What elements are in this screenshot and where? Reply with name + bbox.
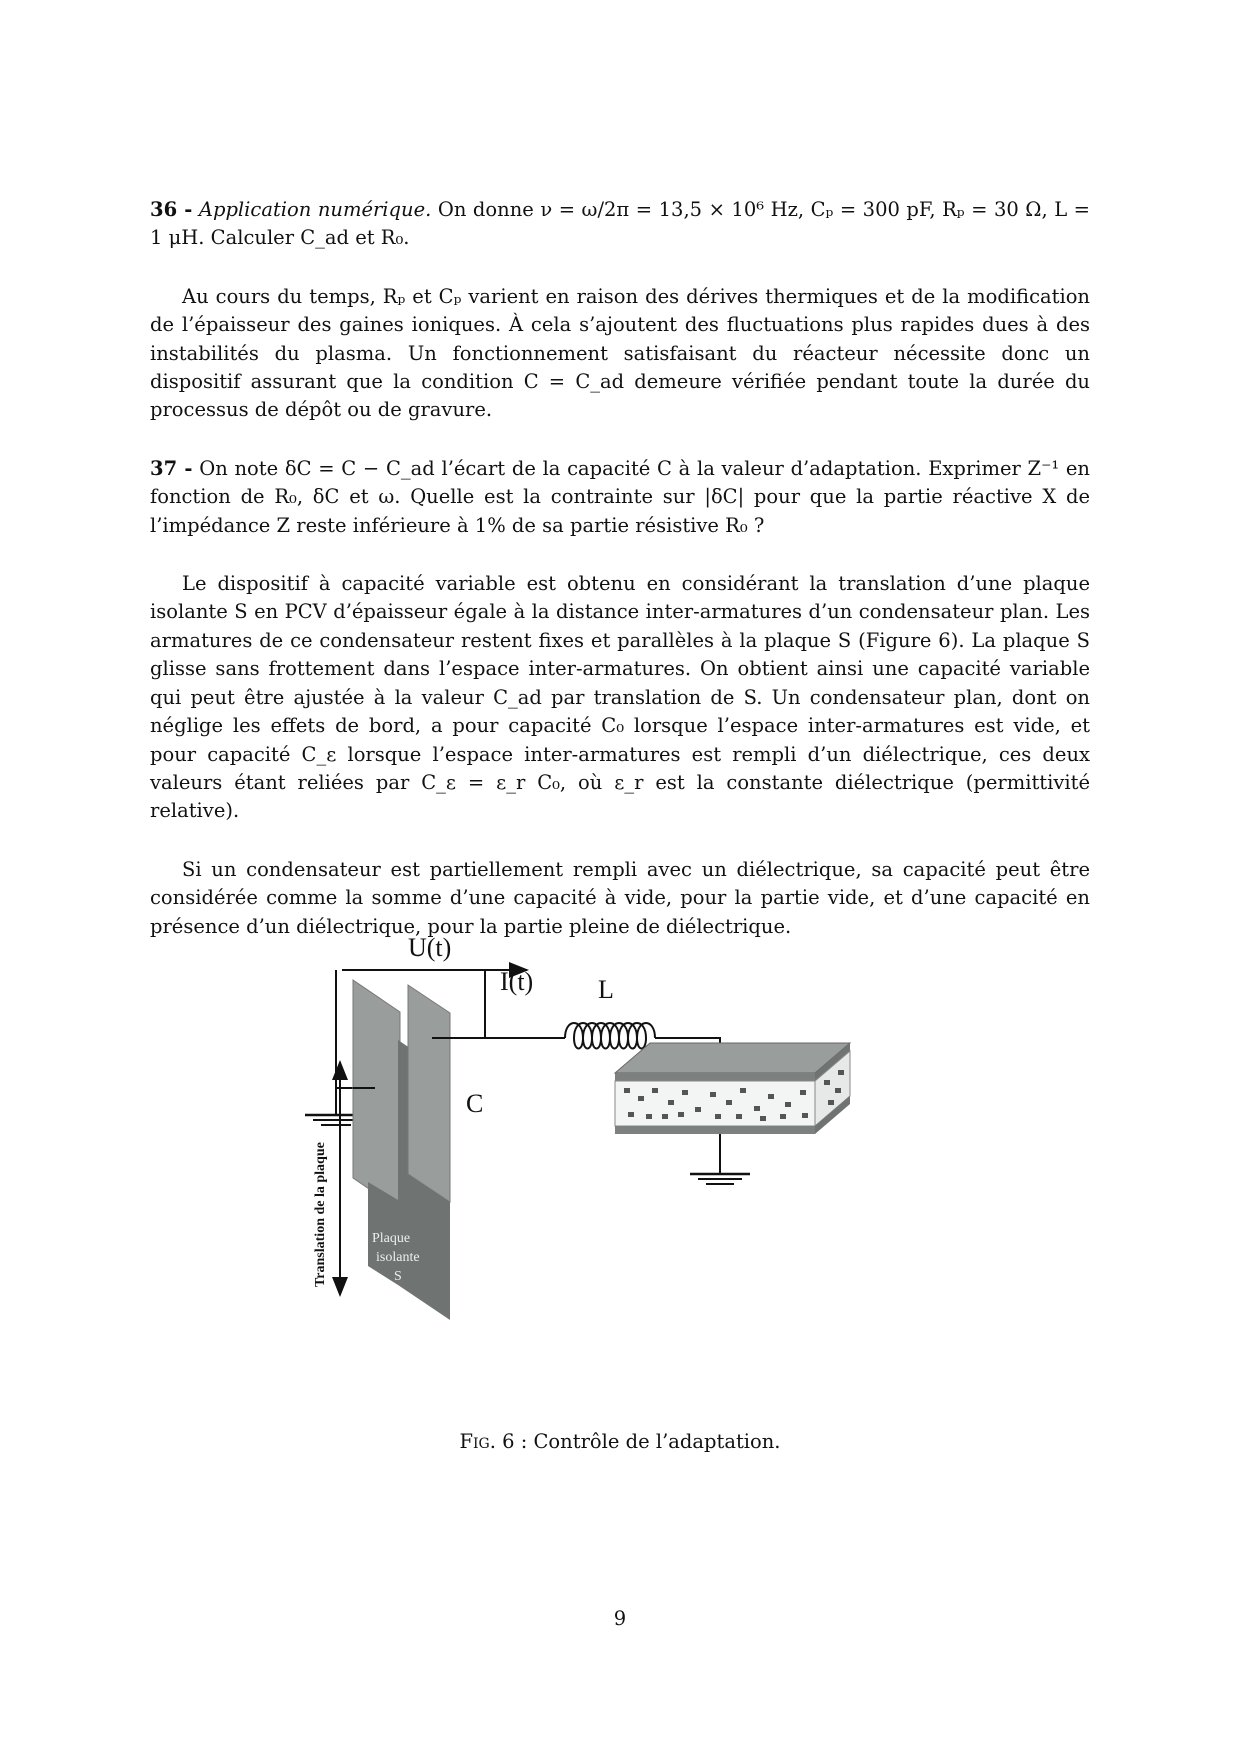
label-u: U(t) [408, 933, 452, 962]
plate-label-line1: Plaque [372, 1231, 411, 1246]
label-l: L [598, 975, 614, 1004]
page-number: 9 [613, 1607, 627, 1630]
question-number: 37 - [150, 456, 193, 480]
circuit-diagram [290, 930, 970, 1400]
ground-symbol-right [690, 1134, 750, 1184]
question-number: 36 - [150, 198, 193, 221]
caption-text: : Contrôle de l’adaptation. [514, 1430, 781, 1453]
capacitor-plate-front [408, 985, 450, 1202]
question-lead: Application numérique. [198, 198, 432, 221]
label-i: I(t) [500, 967, 534, 996]
inductor-coil [565, 1023, 655, 1049]
plate-label-line3: S [394, 1269, 402, 1284]
label-translation: Translation de la plaque [313, 1142, 328, 1287]
plasma-reactor [615, 1043, 850, 1134]
question-text: On note δC = C − C_ad l’écart de la capacité C à la valeur d’adaptation. Exprimer Z⁻¹ en fonction de R₀, δC et ω. Quelle est la contrainte sur |δC| pour que la partie réactive X de l’impédance Z reste inférieure à 1% de sa partie résistive R₀ ? [150, 456, 1090, 537]
paragraph-variable-capacitor: Le dispositif à capacité variable est obtenu en considérant la translation d’une plaque isolante S en PCV d’épaisseur égale à la distance inter-armatures d’un condensateur plan. Les armatures de ce condensateur restent fixes et parallèles à la plaque S (Figure 6). La plaque S glisse sans frottement dans l’espace inter-armatures. On obtient ainsi une capacité variable qui peut être ajustée à la valeur C_ad par translation de S. Un condensateur plan, dont on néglige les effets de bord, a pour capacité C₀ lorsque l’espace inter-armatures est vide, et pour capacité C_ε lorsque l’espace inter-armatures est rempli d’un diélectrique, ces deux valeurs étant reliées par C_ε = ε_r C₀, où ε_r est la constante diélectrique (permittivité relative). [150, 572, 1090, 823]
question-text: On donne ν = ω/2π = 13,5 × 10⁶ Hz, Cₚ = 300 pF, Rₚ = 30 Ω, L = 1 μH. Calculer C_ad et R₀. [150, 198, 1091, 250]
plate-label-line2: isolante [376, 1250, 420, 1265]
document-body [150, 196, 1090, 941]
figure-caption [0, 1430, 1240, 1453]
capacitor-plate-back [353, 980, 400, 1210]
figure-6 [290, 930, 970, 1400]
paragraph-partial-dielectric: Si un condensateur est partiellement rempli avec un diélectrique, sa capacité peut être considérée comme la somme d’une capacité à vide, pour la partie vide, et d’une capacité en présence d’un diélectrique, pour la partie pleine de diélectrique. [150, 857, 1090, 938]
question-36 [150, 196, 1090, 253]
paragraph-drift: Au cours du temps, Rₚ et Cₚ varient en raison des dérives thermiques et de la modification de l’épaisseur des gaines ioniques. À cela s’ajoutent des fluctuations plus rapides dues à des instabilités du plasma. Un fonctionnement satisfaisant du réacteur nécessite donc un dispositif assurant que la condition C = C_ad demeure vérifiée pendant toute la durée du processus de dépôt ou de gravure. [150, 284, 1090, 422]
caption-prefix: Fig. 6 [459, 1430, 515, 1453]
question-37 [150, 455, 1090, 540]
label-c: C [466, 1089, 484, 1118]
